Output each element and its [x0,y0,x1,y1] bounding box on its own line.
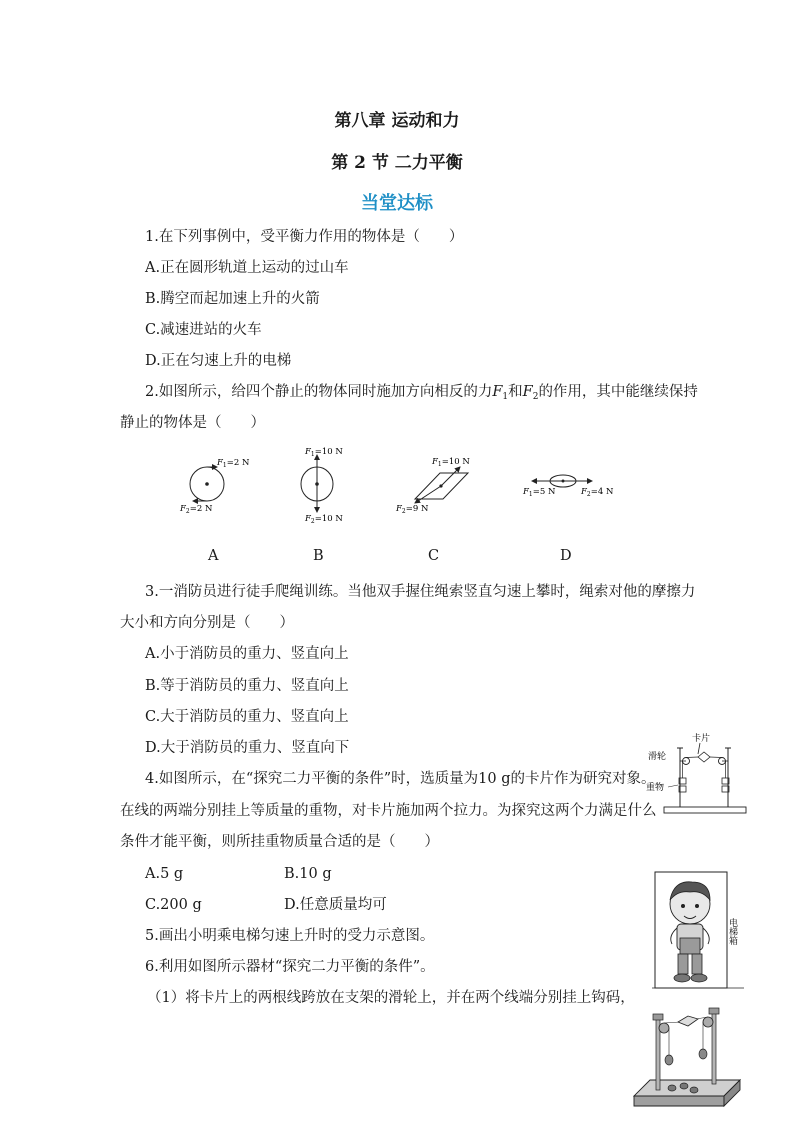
q2-f2-symbol: F [522,384,533,400]
q2-stem-post: 的作用，其中能继续保持 [538,384,698,400]
q2-stem-line2: 静止的物体是（ ） [120,415,265,431]
q2-stem-and: 和 [508,384,523,400]
q4-option-a: A.5 g [145,866,184,882]
q4-option-d: D.任意质量均可 [284,897,387,913]
q4-pulley-apparatus [640,728,750,820]
pulley-label: 滑轮 [648,752,667,762]
b-f2-label: $F_2=10$ N [305,514,343,525]
q2-fig-label-d: D [560,548,572,564]
c-f2-label: $F_2=9$ N [396,504,429,515]
q1-stem: 1.在下列事例中，受平衡力作用的物体是（ ） [145,229,464,245]
d-f1-label: $F_1=5$ N [523,487,556,498]
q2-force-diagrams [160,440,630,535]
q4-stem-line2: 在线的两端分别挂上等质量的重物，对卡片施加两个拉力。为探究这两个力满足什么 [120,803,657,819]
diagram-a [179,458,250,515]
q6-stem: 6.利用如图所示器材“探究二力平衡的条件”。 [145,959,435,975]
q1-option-a: A.正在圆形轨道上运动的过山车 [145,260,349,276]
boy-illustration [670,882,710,982]
q2-fig-label-b: B [313,548,324,564]
q6-apparatus-figure [628,1000,748,1120]
a-f2-label: $F_2=2$ N [180,504,213,515]
q4-stem-line3: 条件才能平衡，则所挂重物质量合适的是（ ） [120,834,439,850]
q4-stem-line1: 4.如图所示，在“探究二力平衡的条件”时，选质量为10 g的卡片作为研究对象。 [145,771,656,787]
q1-option-d: D.正在匀速上升的电梯 [145,353,292,369]
card-label: 卡片 [692,734,711,744]
section-title: 第 2 节 二力平衡 [331,153,463,173]
q4-option-b: B.10 g [284,866,332,882]
q5-stem: 5.画出小明乘电梯匀速上升时的受力示意图。 [145,928,435,944]
c-f1-label: $F_1=10$ N [432,457,470,468]
diagram-c [395,457,470,515]
chapter-title: 第八章 运动和力 [334,111,460,131]
q1-option-b: B.腾空而起加速上升的火箭 [145,291,320,307]
q3-option-c: C.大于消防员的重力、竖直向上 [145,709,349,725]
weight-label: 重物 [646,783,665,793]
q2-fig-label-a: A [208,548,219,564]
q3-option-a: A.小于消防员的重力、竖直向上 [145,646,349,662]
q2-fig-label-c: C [428,548,440,564]
q4-option-c: C.200 g [145,897,202,913]
diagram-b [301,447,343,525]
q5-elevator-figure [652,870,748,992]
q3-stem-line2: 大小和方向分别是（ ） [120,615,294,631]
diagram-d [522,475,614,498]
q2-stem [145,382,698,407]
a-f1-label: $F_1=2$ N [217,458,250,469]
q1-option-c: C.减速进站的火车 [145,322,262,338]
q6-sub1: （1）将卡片上的两根线跨放在支架的滑轮上，并在两个线端分别挂上钩码， [147,990,635,1006]
d-f2-label: $F_2=4$ N [581,487,614,498]
q2-f2-subscript: 2 [532,392,539,402]
q2-f1-symbol: F [492,384,503,400]
q3-option-b: B.等于消防员的重力、竖直向上 [145,678,349,694]
b-f1-label: $F_1=10$ N [305,447,343,458]
exercise-heading: 当堂达标 [361,193,433,214]
elevator-label: 电梯箱 [727,918,737,945]
q3-stem-line1: 3.一消防员进行徒手爬绳训练。当他双手握住绳索竖直匀速上攀时，绳索对他的摩擦力 [145,584,696,600]
q2-f1-subscript: 1 [502,392,509,402]
q2-stem-pre: 2.如图所示，给四个静止的物体同时施加方向相反的力 [145,384,493,400]
q3-option-d: D.大于消防员的重力、竖直向下 [145,740,350,756]
